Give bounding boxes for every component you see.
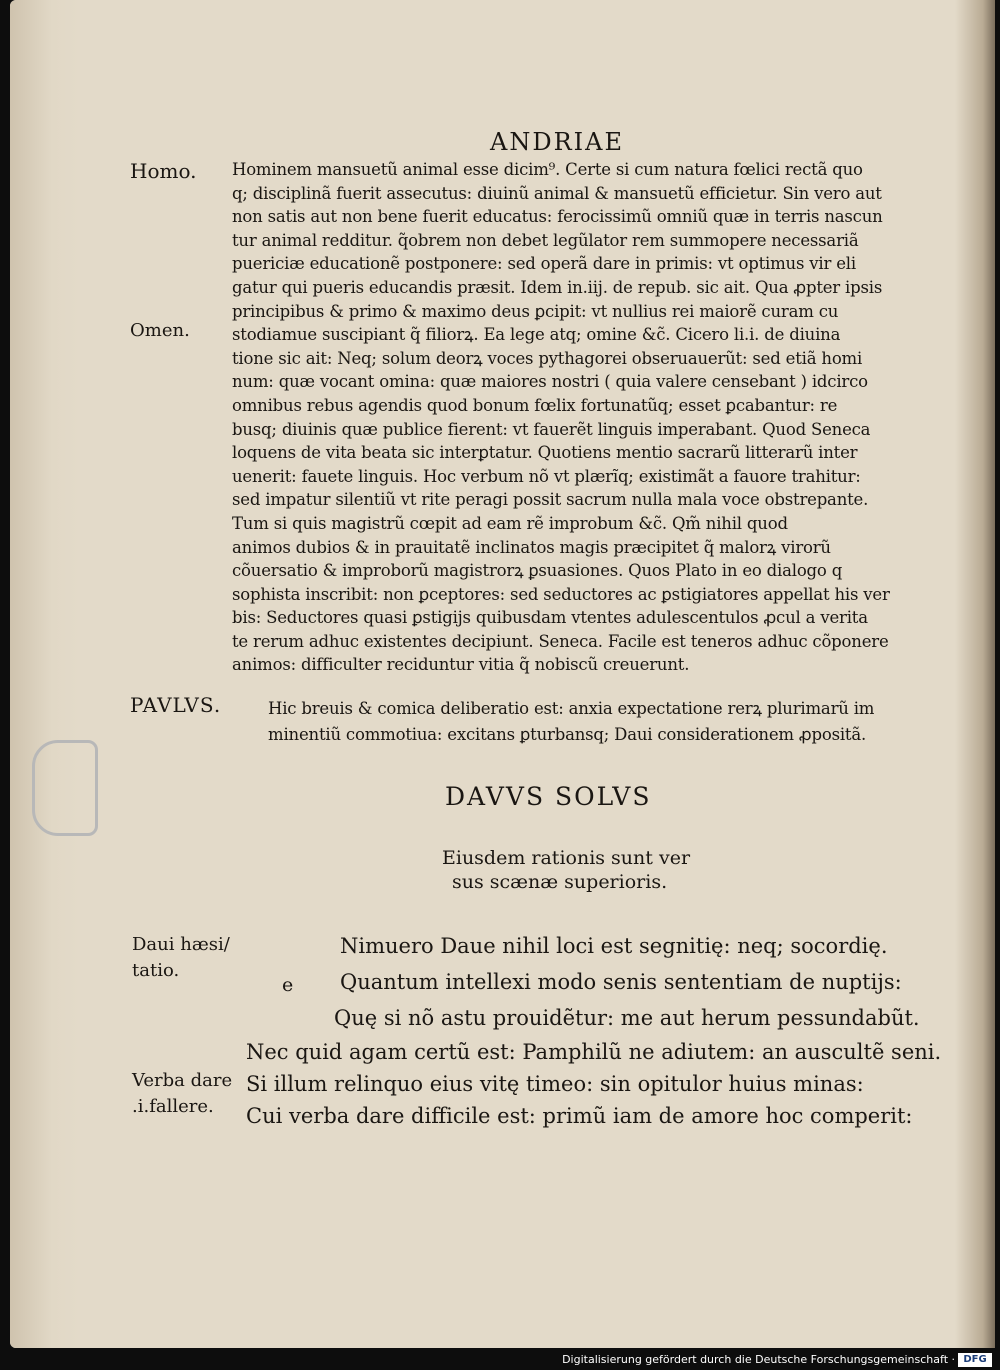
verse-line: Nec quid agam certũ est: Pamphilũ ne adiutem: an auscultẽ seni.	[246, 1040, 942, 1064]
verse-line: Quę si nõ astu prouidẽtur: me aut herum pessundabũt.	[334, 1006, 920, 1030]
commentary-line: tione sic ait: Neq; solum deorꝝ voces pythagorei obseruauerũt: sed etiã homi	[232, 348, 863, 368]
rubric-line: sus scænæ superioris.	[452, 871, 668, 893]
commentary-line: sophista inscribit: non ꝑceptores: sed seductores ac ꝑstigiatores appellat his ver	[232, 584, 890, 604]
page-gutter	[955, 0, 995, 1348]
digitization-footer: Digitalisierung gefördert durch die Deutsche Forschungsgemeinschaft ·	[562, 1353, 955, 1366]
commentary-line: animos: difficulter reciduntur vitia q̃ nobiscũ creuerunt.	[232, 655, 690, 675]
verse-line: Nimuero Daue nihil loci est segnitię: neq; socordię.	[340, 934, 888, 958]
margin-note-line: .i.fallere.	[132, 1096, 214, 1117]
commentary-block	[232, 158, 892, 677]
verse-line: Quantum intellexi modo senis sententiam de nuptijs:	[340, 970, 902, 994]
commentary-line: gatur qui pueris educandis præsit. Idem in.iij. de repub. sic ait. Qua ꝓpter ipsis	[232, 277, 883, 297]
commentary-line: uenerit: fauete linguis. Hoc verbum nõ vt plærĩq; existimãt a fauore trahitur:	[232, 466, 861, 486]
commentary-line: loquens de vita beata sic interꝑtatur. Quotiens mentio sacrarũ litterarũ inter	[232, 443, 858, 463]
commentary-line: Tum si quis magistrũ cœpit ad eam rẽ improbum &c̃. Qm̃ nihil quod	[232, 513, 788, 533]
commentary-line: busq; diuinis quæ publice fierent: vt fauerẽt linguis imperabant. Quod Seneca	[232, 419, 871, 439]
paulus-block	[268, 696, 888, 748]
commentary-line: animos dubios & in prauitatẽ inclinatos magis præcipitet q̃ malorꝝ virorũ	[232, 537, 831, 557]
book-page	[10, 0, 995, 1348]
commentary-line: te rerum adhuc existentes decipiunt. Seneca. Facile est teneros adhuc cõponere	[232, 631, 889, 651]
commentary-line: tur animal redditur. q̃obrem non debet legũlator rem summopere necessariã	[232, 230, 859, 250]
margin-note-paulus: PAVLVS.	[130, 693, 222, 717]
dfg-logo: DFG	[958, 1353, 992, 1367]
scene-rubric	[442, 846, 690, 894]
margin-note-verba-dare	[132, 1068, 232, 1120]
verse-line: Si illum relinquo eius vitę timeo: sin opitulor huius minas:	[246, 1072, 864, 1096]
commentary-line: principibus & primo & maximo deus ꝑcipit: vt nullius rei maiorẽ curam cu	[232, 301, 839, 321]
margin-note-omen: Omen.	[130, 320, 190, 341]
paulus-line: Hic breuis & comica deliberatio est: anxia expectatione rerꝝ plurimarũ im	[268, 699, 875, 718]
verse-line: Cui verba dare difficile est: primũ iam de amore hoc comperit:	[246, 1104, 913, 1128]
verse-block	[246, 930, 942, 1132]
commentary-line: non satis aut non bene fuerit educatus: ferocissimũ omniũ quæ in terris nascun	[232, 207, 883, 227]
margin-note-line: tatio.	[132, 960, 180, 981]
margin-note-davi-haesitatio	[132, 932, 230, 984]
margin-note-homo: Homo.	[130, 159, 197, 183]
margin-note-line: Verba dare	[132, 1070, 233, 1091]
paper-clip	[32, 740, 98, 836]
commentary-line: q; disciplinã fuerit assecutus: diuinũ animal & mansuetũ efficietur. Sin vero aut	[232, 183, 882, 203]
page-edge	[10, 0, 80, 1348]
commentary-line: Hominem mansuetũ animal esse dicim⁹. Certe si cum natura fœlici rectã quo	[232, 160, 863, 179]
commentary-line: cõuersatio & improborũ magistrorꝝ ꝑsuasiones. Quos Plato in eo dialogo q	[232, 561, 843, 581]
commentary-line: bis: Seductores quasi ꝑstigijs quibusdam vtentes adulescentulos ꝓcul a verita	[232, 608, 868, 628]
margin-note-line: Daui hæsi/	[132, 934, 230, 955]
commentary-line: num: quæ vocant omina: quæ maiores nostri ( quia valere censebant ) idcirco	[232, 372, 868, 392]
scene-title: DAVVS SOLVS	[445, 782, 652, 811]
paulus-line: minentiũ commotiua: excitans ꝑturbansq; Daui considerationem ꝓpositã.	[268, 725, 867, 744]
commentary-line: puericiæ educationẽ postponere: sed operã dare in primis: vt optimus vir eli	[232, 254, 856, 274]
verse-margin-letter: e	[282, 974, 294, 996]
running-head: ANDRIAE	[490, 128, 624, 156]
commentary-line: stodiamue suscipiant q̃ filiorꝝ. Ea lege atq; omine &c̃. Cicero li.i. de diuina	[232, 325, 841, 345]
rubric-line: Eiusdem rationis sunt ver	[442, 847, 691, 869]
commentary-line: omnibus rebus agendis quod bonum fœlix fortunatũq; esset ꝑcabantur: re	[232, 395, 838, 415]
commentary-line: sed impatur silentiũ vt rite peragi possit sacrum nulla mala voce obstrepante.	[232, 490, 869, 510]
